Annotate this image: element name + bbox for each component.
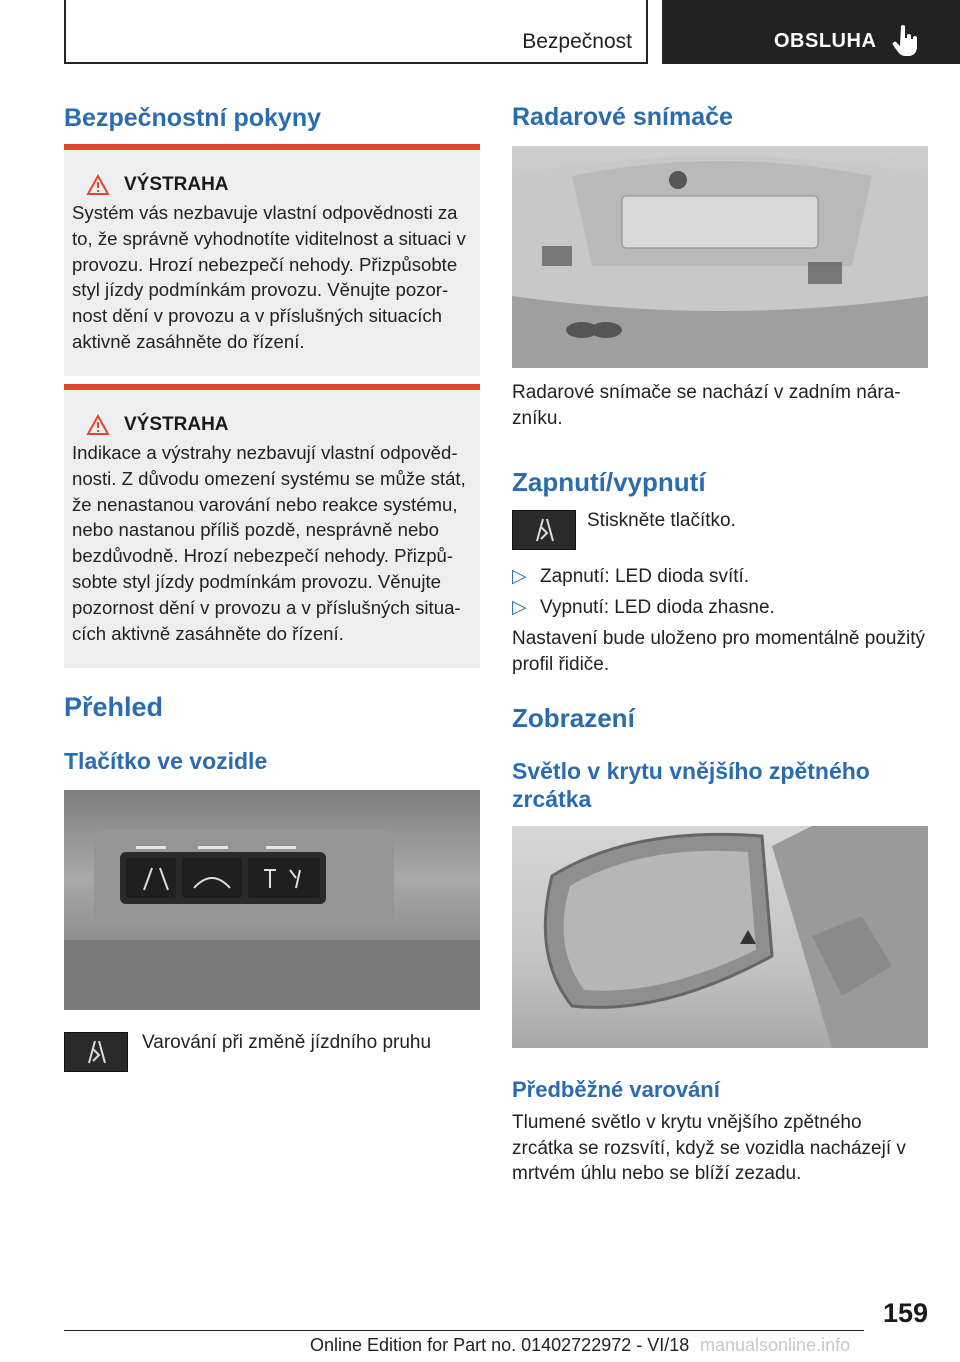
mirror-illustration — [512, 826, 928, 1048]
button-panel-illustration — [64, 790, 480, 1010]
list-item: ▷ Vypnutí: LED dioda zhasne. — [512, 597, 775, 618]
overview-title: Přehled — [64, 692, 164, 722]
header-section-title: Bezpečnost — [522, 30, 632, 53]
list-item: ▷ Zapnutí: LED dioda svítí. — [512, 566, 750, 587]
page-number: 159 — [882, 1298, 928, 1328]
warning-icon — [86, 174, 110, 196]
header-section — [64, 0, 648, 64]
header-chapter-title: OBSLUHA — [774, 30, 877, 52]
warning-box-1 — [64, 144, 480, 376]
hand-pointer-icon — [892, 24, 920, 56]
pre-warning-title: Předběžné varování — [512, 1077, 720, 1102]
warning-text: Indikace a výstrahy nezbavují vlastní odpověd‐ nosti. Z důvodu omezení systému se může stát, že nenastanou varování nebo reakce systému, nebo nastanou příliš pozdě, nesprávně nebo bezdůvodně. Hrozí nebezpečí nehody. Přizpů‐ sobte styl jízdy podmínkám provozu. Věnujte pozornost dění v provozu a v příslušných situa‐ cích aktivně zasáhněte do řízení. — [72, 442, 466, 644]
button-panel-photo — [64, 790, 480, 1010]
triangle-bullet-icon: ▷ — [512, 597, 527, 618]
warning-label: VÝSTRAHA — [124, 174, 229, 195]
page-title: Bezpečnostní pokyny — [64, 104, 321, 132]
button-caption: Varování při změně jízdního pruhu — [142, 1032, 432, 1053]
warning-label: VÝSTRAHA — [124, 414, 229, 435]
onoff-text: Stiskněte tlačítko. — [587, 510, 736, 531]
display-title: Zobrazení — [512, 703, 635, 733]
mirror-photo — [512, 826, 928, 1048]
warning-icon — [86, 414, 110, 436]
header-chapter — [662, 0, 960, 64]
radar-caption: Radarové snímače se nachází v zadním nára‐ zníku. — [512, 382, 901, 429]
mirror-title: Světlo v krytu vnějšího zpětného zrcátka — [512, 758, 870, 812]
footer-edition: Online Edition for Part no. 01402722972 - VI/18 — [310, 1335, 690, 1355]
saved-text: Nastavení bude uloženo pro momentálně použitý profil řidiče. — [512, 628, 925, 675]
lane-change-button-icon — [512, 510, 576, 550]
pre-warning-text: Tlumené světlo v krytu vnějšího zpětného zrcátka se rozsvítí, když se vozidla nacházejí v mrtvém úhlu nebo se blíží zezadu. — [512, 1112, 906, 1185]
radar-title: Radarové snímače — [512, 103, 733, 131]
watermark: manualsonline.info — [700, 1335, 851, 1355]
triangle-bullet-icon: ▷ — [512, 566, 527, 587]
lane-change-warning-button-icon — [64, 1032, 128, 1072]
onoff-title: Zapnutí/vypnutí — [512, 467, 706, 497]
car-rear-illustration — [512, 146, 928, 368]
footer-rule — [64, 1330, 864, 1331]
warning-box-2 — [64, 384, 480, 668]
button-section-title: Tlačítko ve vozidle — [64, 748, 268, 774]
warning-text: Systém vás nezbavuje vlastní odpovědnosti za to, že správně vyhodnotíte viditelnost a situaci v provozu. Hrozí nebezpečí nehody. Přizpůsobte styl jízdy podmínkám provozu. Věnujte pozor‐ nost dění v provozu a v příslušných situacích aktivně zasáhněte do řízení. — [72, 202, 466, 352]
radar-photo — [512, 146, 928, 368]
